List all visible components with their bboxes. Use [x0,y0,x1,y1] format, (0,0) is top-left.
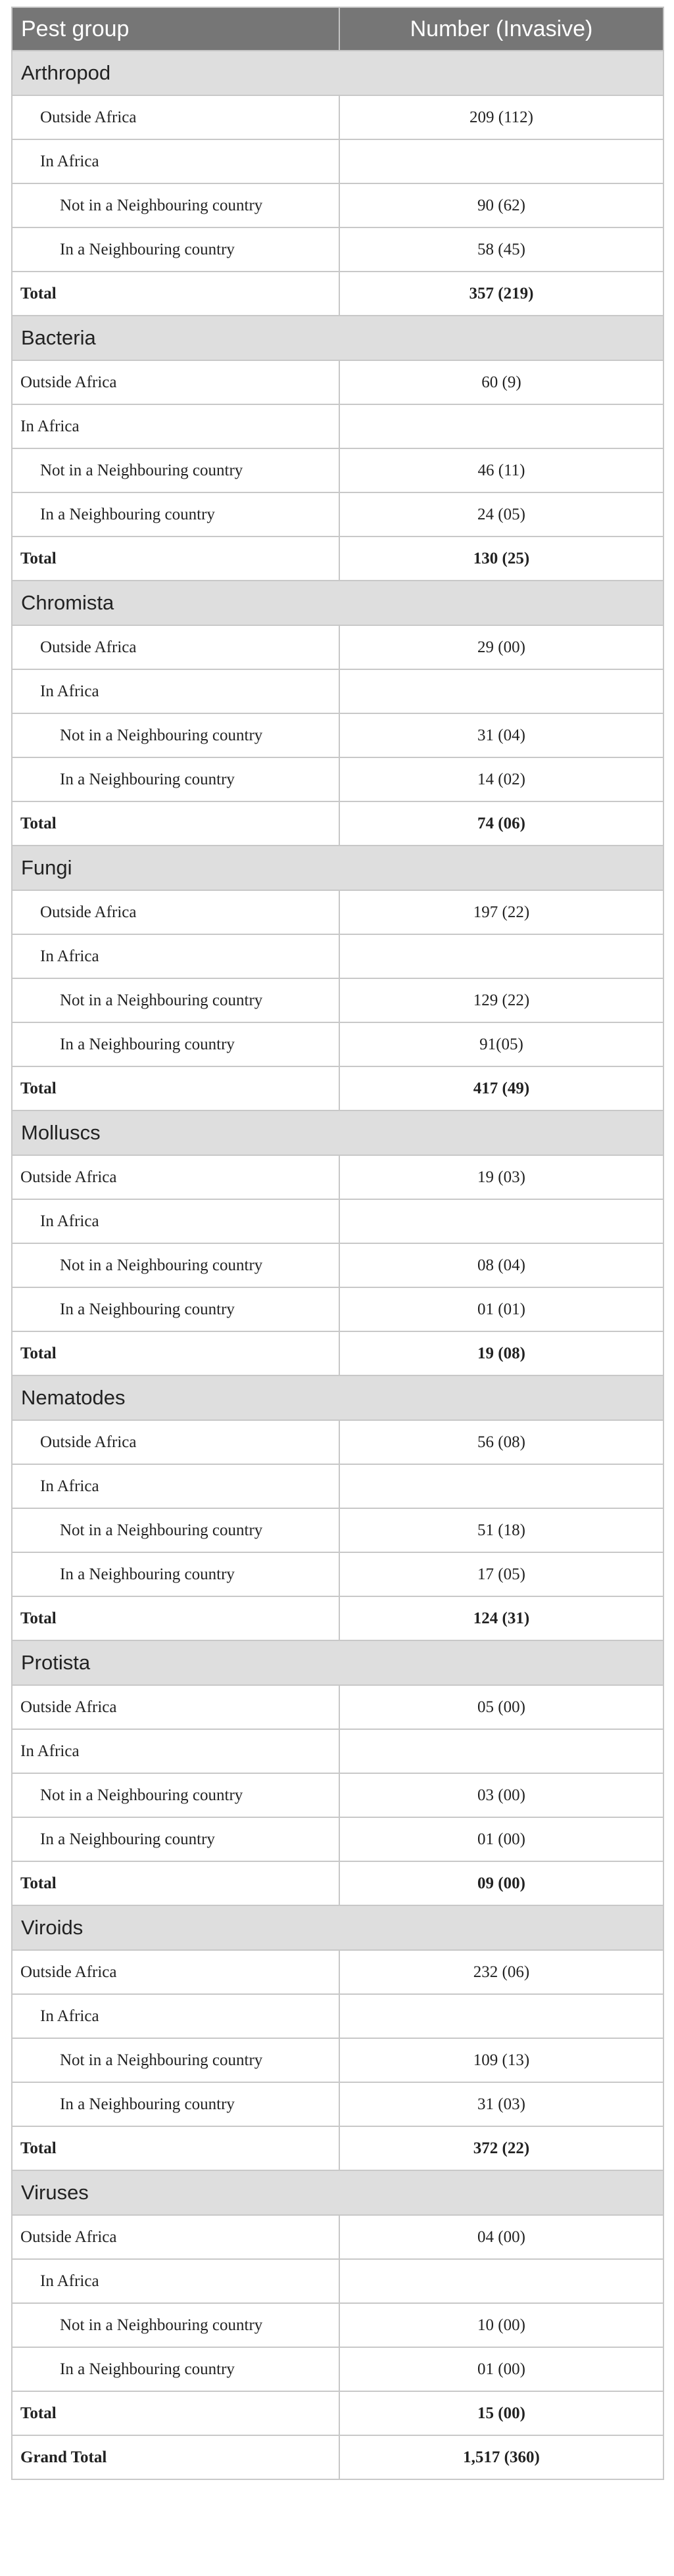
table-row [12,2038,663,2082]
row-value: 56 (08) [339,1420,663,1464]
group-name: Arthropod [12,51,663,95]
total-row [12,1066,663,1110]
table-body [12,51,663,2435]
total-value: 09 (00) [339,1861,663,1905]
row-value: 05 (00) [339,1685,663,1729]
total-label: Total [12,2126,339,2170]
row-value: 19 (03) [339,1155,663,1199]
table-row [12,1729,663,1773]
row-label: In a Neighbouring country [12,227,339,272]
row-label: Not in a Neighbouring country [12,1773,339,1817]
row-value: 46 (11) [339,448,663,492]
table-row [12,360,663,404]
total-label: Total [12,2391,339,2435]
table-row [12,1287,663,1331]
group-name: Chromista [12,581,663,625]
row-label: Outside Africa [12,1685,339,1729]
row-value: 17 (05) [339,1552,663,1596]
group-row [12,51,663,95]
table-row [12,978,663,1022]
total-row [12,272,663,316]
row-label: Not in a Neighbouring country [12,713,339,757]
row-label: In a Neighbouring country [12,492,339,537]
group-row [12,581,663,625]
table-row [12,1155,663,1199]
row-label: In a Neighbouring country [12,1022,339,1066]
row-value [339,669,663,713]
row-value: 129 (22) [339,978,663,1022]
row-label: In a Neighbouring country [12,1817,339,1861]
row-value [339,1729,663,1773]
row-value: 01 (00) [339,2347,663,2391]
group-name: Nematodes [12,1375,663,1420]
row-value: 08 (04) [339,1243,663,1287]
row-label: In Africa [12,139,339,183]
row-label: Not in a Neighbouring country [12,448,339,492]
pest-group-table [11,7,664,2480]
row-value [339,2259,663,2303]
row-label: In Africa [12,1729,339,1773]
row-value: 04 (00) [339,2215,663,2259]
group-name: Viruses [12,2170,663,2215]
total-value: 15 (00) [339,2391,663,2435]
table-row [12,1685,663,1729]
group-row [12,1640,663,1685]
group-row [12,2170,663,2215]
row-value: 109 (13) [339,2038,663,2082]
table-row [12,448,663,492]
total-label: Total [12,1596,339,1640]
table-header-row [12,7,663,51]
row-value [339,1464,663,1508]
table-row [12,95,663,139]
row-label: In Africa [12,2259,339,2303]
group-row [12,1375,663,1420]
row-value: 197 (22) [339,890,663,934]
group-name: Viroids [12,1905,663,1950]
table-row [12,227,663,272]
table-row [12,183,663,227]
total-row [12,2126,663,2170]
table-row [12,890,663,934]
row-label: Not in a Neighbouring country [12,978,339,1022]
row-value: 58 (45) [339,227,663,272]
row-value: 90 (62) [339,183,663,227]
total-row [12,1596,663,1640]
total-value: 417 (49) [339,1066,663,1110]
table-row [12,1552,663,1596]
row-label: In a Neighbouring country [12,2347,339,2391]
row-label: Not in a Neighbouring country [12,1508,339,1552]
row-value: 60 (9) [339,360,663,404]
row-label: Not in a Neighbouring country [12,2303,339,2347]
total-value: 357 (219) [339,272,663,316]
total-label: Total [12,1066,339,1110]
row-label: In a Neighbouring country [12,2082,339,2126]
total-value: 74 (06) [339,801,663,846]
row-value: 14 (02) [339,757,663,801]
row-value: 209 (112) [339,95,663,139]
row-label: In a Neighbouring country [12,1287,339,1331]
total-value: 19 (08) [339,1331,663,1375]
table-row [12,1994,663,2038]
total-label: Total [12,272,339,316]
table-row [12,1243,663,1287]
grand-total-row [12,2435,663,2479]
row-label: Outside Africa [12,1155,339,1199]
table-row [12,1420,663,1464]
group-name: Fungi [12,846,663,890]
row-value: 24 (05) [339,492,663,537]
row-label: Not in a Neighbouring country [12,183,339,227]
row-label: Not in a Neighbouring country [12,2038,339,2082]
table-row [12,1950,663,1994]
table-row [12,934,663,978]
row-label: In Africa [12,1464,339,1508]
total-label: Total [12,1861,339,1905]
row-value: 31 (03) [339,2082,663,2126]
row-label: Not in a Neighbouring country [12,1243,339,1287]
row-label: In Africa [12,1199,339,1243]
row-label: Outside Africa [12,890,339,934]
total-row [12,537,663,581]
row-label: In Africa [12,404,339,448]
total-row [12,2391,663,2435]
table-row [12,404,663,448]
total-value: 124 (31) [339,1596,663,1640]
row-label: Outside Africa [12,625,339,669]
total-label: Total [12,801,339,846]
row-value: 10 (00) [339,2303,663,2347]
row-value [339,1994,663,2038]
group-name: Bacteria [12,316,663,360]
row-value: 01 (01) [339,1287,663,1331]
table-row [12,713,663,757]
row-value: 29 (00) [339,625,663,669]
row-value: 31 (04) [339,713,663,757]
row-label: In Africa [12,934,339,978]
table-row [12,1773,663,1817]
grand-total-value: 1,517 (360) [339,2435,663,2479]
row-value: 51 (18) [339,1508,663,1552]
total-label: Total [12,537,339,581]
header-pest-group: Pest group [12,7,339,51]
table-row [12,1022,663,1066]
row-label: Outside Africa [12,1950,339,1994]
row-value: 91(05) [339,1022,663,1066]
table-row [12,2259,663,2303]
total-row [12,801,663,846]
table-row [12,1464,663,1508]
group-row [12,846,663,890]
row-value [339,1199,663,1243]
group-name: Molluscs [12,1110,663,1155]
grand-total-label: Grand Total [12,2435,339,2479]
row-value: 03 (00) [339,1773,663,1817]
row-label: Outside Africa [12,1420,339,1464]
table-row [12,625,663,669]
table-row [12,492,663,537]
row-label: In a Neighbouring country [12,1552,339,1596]
total-row [12,1861,663,1905]
total-value: 372 (22) [339,2126,663,2170]
header-number-invasive: Number (Invasive) [339,7,663,51]
row-label: In Africa [12,669,339,713]
row-label: Outside Africa [12,2215,339,2259]
row-label: In Africa [12,1994,339,2038]
group-row [12,1905,663,1950]
row-label: In a Neighbouring country [12,757,339,801]
row-value [339,404,663,448]
table-row [12,139,663,183]
table-row [12,1199,663,1243]
total-row [12,1331,663,1375]
table-row [12,669,663,713]
total-value: 130 (25) [339,537,663,581]
row-label: Outside Africa [12,360,339,404]
table-row [12,757,663,801]
group-row [12,1110,663,1155]
table-row [12,2215,663,2259]
table-row [12,1508,663,1552]
total-label: Total [12,1331,339,1375]
table-row [12,2082,663,2126]
table-row [12,1817,663,1861]
group-name: Protista [12,1640,663,1685]
row-value: 01 (00) [339,1817,663,1861]
row-label: Outside Africa [12,95,339,139]
row-value [339,934,663,978]
table-row [12,2347,663,2391]
row-value: 232 (06) [339,1950,663,1994]
row-value [339,139,663,183]
group-row [12,316,663,360]
table-row [12,2303,663,2347]
